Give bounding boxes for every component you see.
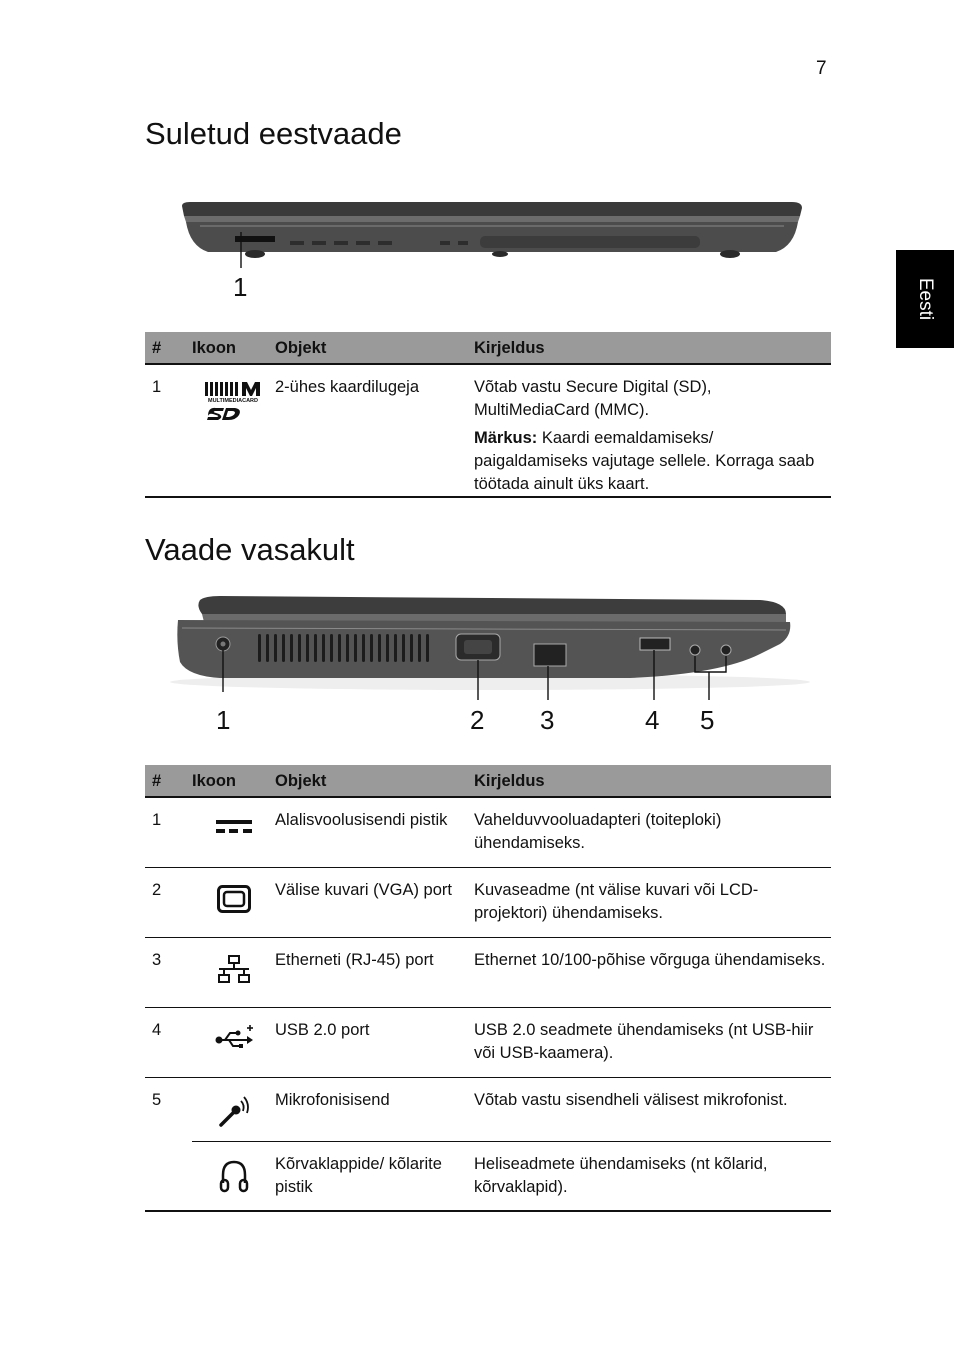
row-description: Võtab vastu sisendheli välisest mikrofonist. [474, 1091, 788, 1109]
col-header-icon: Ikoon [192, 332, 275, 364]
row-description: USB 2.0 seadmete ühendamiseks (nt USB-hiir või USB-kaamera). [474, 1008, 831, 1078]
laptop-front-view-illustration [170, 196, 815, 308]
table-row [145, 1141, 831, 1211]
row-num: 2 [145, 868, 192, 938]
language-tab [896, 250, 954, 348]
table-row [145, 938, 831, 1008]
left-view-table [145, 765, 831, 1212]
row-object: Mikrofonisisend [275, 1091, 390, 1109]
row-description [474, 364, 831, 497]
table-row [145, 1008, 831, 1078]
row-description: Kuvaseadme (nt välise kuvari või LCD-projektori) ühendamiseks. [474, 868, 831, 938]
callout-label-1: 1 [216, 705, 231, 735]
table-row [145, 1078, 831, 1142]
section-title-front: Suletud eestvaade [145, 116, 402, 151]
table-header-row [145, 765, 831, 797]
col-header-object: Objekt [275, 765, 474, 797]
row-description: Ethernet 10/100-põhise võrguga ühendamiseks. [474, 938, 831, 1008]
language-tab-label: Eesti [915, 277, 936, 321]
row-description: Vahelduvvooluadapteri (toiteploki) ühendamiseks. [474, 797, 831, 868]
row-num: 4 [145, 1008, 192, 1078]
col-header-icon: Ikoon [192, 765, 275, 797]
callout-label-2: 2 [470, 705, 485, 735]
microphone-icon [192, 1078, 275, 1142]
row-object: Etherneti (RJ-45) port [275, 938, 474, 1008]
note-label: Märkus: [474, 429, 538, 447]
multimediacard-sd-icon [192, 364, 275, 497]
table-header-row [145, 332, 831, 364]
ethernet-icon [192, 938, 275, 1008]
row-object: Kõrvaklappide/ kõlarite pistik [275, 1141, 474, 1211]
col-header-description: Kirjeldus [474, 332, 831, 364]
callout-label-1: 1 [233, 272, 248, 302]
note-text [474, 427, 831, 496]
row-object: USB 2.0 port [275, 1008, 474, 1078]
col-header-object: Objekt [275, 332, 474, 364]
vga-monitor-icon [192, 868, 275, 938]
callout-label-4: 4 [645, 705, 660, 735]
table-row [145, 868, 831, 938]
front-view-table [145, 332, 831, 498]
row-num: 1 [145, 797, 192, 868]
callout-label-3: 3 [540, 705, 555, 735]
col-header-num: # [145, 765, 192, 797]
page-number: 7 [816, 58, 827, 79]
col-header-num: # [145, 332, 192, 364]
usb-icon [192, 1008, 275, 1078]
col-header-description: Kirjeldus [474, 765, 831, 797]
callout-label-5: 5 [700, 705, 715, 735]
dc-power-icon [192, 797, 275, 868]
headphones-icon [192, 1141, 275, 1211]
row-num: 5 [152, 1091, 162, 1109]
description-text: Võtab vastu Secure Digital (SD), MultiMediaCard (MMC). [474, 378, 712, 419]
row-object: Välise kuvari (VGA) port [275, 868, 474, 938]
row-object: 2-ühes kaardilugeja [275, 364, 474, 497]
row-num: 1 [145, 364, 192, 497]
row-num: 3 [145, 938, 192, 1008]
section-title-left: Vaade vasakult [145, 532, 355, 567]
svg-text:MULTIMEDIACARD: MULTIMEDIACARD [207, 398, 258, 404]
laptop-left-view-illustration [160, 592, 820, 710]
note-body: Kaardi eemaldamiseks/ paigaldamiseks vajutage sellele. Korraga saab töötada ainult üks kaart. [474, 429, 815, 493]
row-num [145, 1141, 192, 1211]
table-row [145, 797, 831, 868]
table-row [145, 364, 831, 497]
row-description: Heliseadmete ühendamiseks (nt kõlarid, kõrvaklapid). [474, 1141, 831, 1211]
row-object: Alalisvoolusisendi pistik [275, 797, 474, 868]
